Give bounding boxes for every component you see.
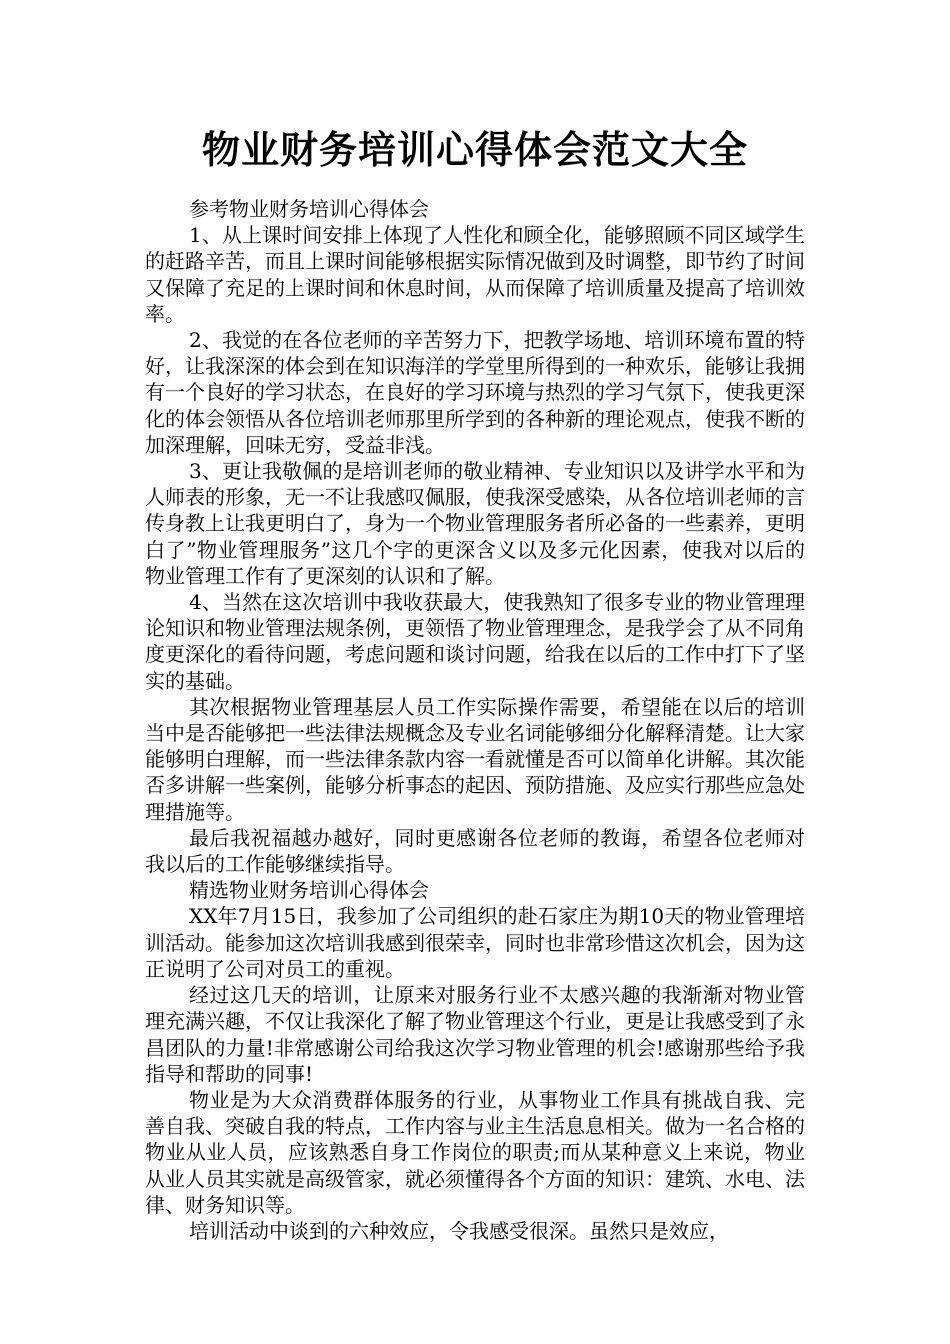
body-paragraph: 1、从上课时间安排上体现了人性化和顾全化，能够照顾不同区域学生的赶路辛苦，而且上课时间能够根据实际情况做到及时调整，即节约了时间又保障了充足的上课时间和休息时间，从而保障了培训质量及提高了培训效率。 [145, 223, 805, 326]
body-paragraph: 4、当然在这次培训中我收获最大，使我熟知了很多专业的物业管理理论知识和物业管理法规条例，更领悟了物业管理理念，是我学会了从不同角度更深化的看待问题，考虑问题和谈讨问题，给我在以后的工作中打下了坚实的基础。 [145, 590, 805, 693]
document-body [145, 196, 805, 1244]
body-paragraph: 2、我觉的在各位老师的辛苦努力下，把教学场地、培训环境布置的特好，让我深深的体会到在知识海洋的学堂里所得到的一种欢乐，能够让我拥有一个良好的学习状态，在良好的学习环境与热烈的学习气氛下，使我更深化的体会领悟从各位培训老师那里所学到的各种新的理论观点，使我不断的加深理解，回味无穷，受益非浅。 [145, 328, 805, 457]
body-paragraph: 3、更让我敬佩的是培训老师的敬业精神、专业知识以及讲学水平和为人师表的形象，无一不让我感叹佩服，使我深受感染，从各位培训老师的言传身教上让我更明白了，身为一个物业管理服务者所必备的一些素养，更明白了”物业管理服务”这几个字的更深含义以及多元化因素，使我对以后的物业管理工作有了更深刻的认识和了解。 [145, 459, 805, 588]
section-heading: 参考物业财务培训心得体会 [189, 197, 429, 221]
body-paragraph: XX年7月15日，我参加了公司组织的赴石家庄为期10天的物业管理培训活动。能参加这次培训我感到很荣幸，同时也非常珍惜这次机会，因为这正说明了公司对员工的重视。 [145, 904, 805, 981]
body-paragraph: 最后我祝福越办越好，同时更感谢各位老师的教诲，希望各位老师对我以后的工作能够继续指导。 [145, 825, 805, 877]
body-paragraph: 物业是为大众消费群体服务的行业，从事物业工作具有挑战自我、完善自我、突破自我的特点，工作内容与业主生活息息相关。做为一名合格的物业从业人员，应该熟悉自身工作岗位的职责;而从某种意义上来说，物业从业人员其实就是高级管家，就必须懂得各个方面的知识：建筑、水电、法律、财务知识等。 [145, 1087, 805, 1217]
body-paragraph: 经过这几天的培训，让原来对服务行业不太感兴趣的我渐渐对物业管理充满兴趣，不仅让我深化了解了物业管理这个行业，更是让我感受到了永昌团队的力量!非常感谢公司给我这次学习物业管理的机会!感谢那些给予我指导和帮助的同事! [145, 983, 805, 1086]
body-paragraph: 其次根据物业管理基层人员工作实际操作需要，希望能在以后的培训当中是否能够把一些法律法规概念及专业名词能够细分化解释清楚。让大家能够明白理解，而一些法律条款内容一看就懂是否可以简单化讲解。其次能否多讲解一些案例，能够分析事态的起因、预防措施、及应实行那些应急处理措施等。 [145, 694, 805, 824]
body-paragraph: 培训活动中谈到的六种效应，令我感受很深。虽然只是效应， [189, 1218, 729, 1243]
document-title: 物业财务培训心得体会范文大全 [201, 128, 748, 172]
section-heading: 精选物业财务培训心得体会 [189, 878, 429, 903]
